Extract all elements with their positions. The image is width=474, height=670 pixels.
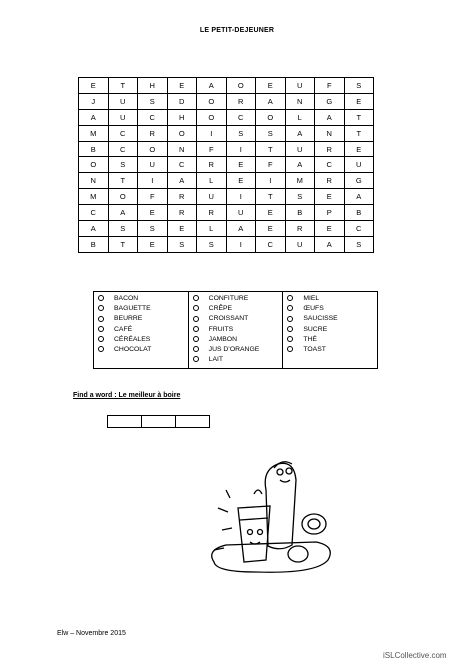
bullet-icon <box>98 346 104 352</box>
grid-cell[interactable]: L <box>197 221 227 237</box>
grid-cell[interactable]: E <box>226 173 256 189</box>
word-label: BAGUETTE <box>114 305 151 313</box>
grid-cell[interactable]: B <box>79 141 109 157</box>
grid-cell[interactable]: U <box>285 141 315 157</box>
grid-cell[interactable]: S <box>285 189 315 205</box>
bullet-icon <box>287 316 293 322</box>
grid-cell[interactable]: O <box>108 189 138 205</box>
grid-cell[interactable]: U <box>285 236 315 252</box>
word-list-item <box>98 325 188 335</box>
grid-cell[interactable]: C <box>226 109 256 125</box>
answer-box[interactable] <box>108 416 142 428</box>
word-label: CROISSANT <box>208 315 249 323</box>
grid-cell[interactable]: E <box>315 221 345 237</box>
grid-cell[interactable]: F <box>138 189 168 205</box>
word-list-item <box>98 294 188 304</box>
word-label: CHOCOLAT <box>114 346 152 354</box>
answer-box[interactable] <box>176 416 210 428</box>
grid-cell[interactable]: U <box>285 78 315 94</box>
grid-row <box>79 205 374 221</box>
grid-cell[interactable]: R <box>167 189 197 205</box>
word-list-item <box>287 335 377 345</box>
word-list-item <box>287 325 377 335</box>
grid-row <box>79 125 374 141</box>
grid-cell[interactable]: A <box>315 109 345 125</box>
grid-cell[interactable]: S <box>344 78 374 94</box>
bullet-icon <box>287 305 293 311</box>
grid-cell[interactable]: R <box>138 125 168 141</box>
grid-cell[interactable]: E <box>138 236 168 252</box>
grid-row <box>79 157 374 173</box>
bullet-icon <box>193 346 199 352</box>
grid-cell[interactable]: R <box>315 141 345 157</box>
word-list-item <box>193 294 283 304</box>
grid-cell[interactable]: U <box>108 93 138 109</box>
grid-cell[interactable]: A <box>285 157 315 173</box>
grid-cell[interactable]: M <box>79 189 109 205</box>
grid-cell[interactable]: I <box>226 189 256 205</box>
grid-cell[interactable]: A <box>226 221 256 237</box>
grid-cell[interactable]: U <box>197 189 227 205</box>
word-label: CÉRÉALES <box>114 335 151 343</box>
grid-cell[interactable]: I <box>226 236 256 252</box>
grid-cell[interactable]: S <box>138 93 168 109</box>
bullet-icon <box>98 316 104 322</box>
grid-cell[interactable]: O <box>197 109 227 125</box>
word-list-item <box>193 304 283 314</box>
grid-cell[interactable]: C <box>256 236 286 252</box>
word-label: MIEL <box>303 295 320 302</box>
word-list-item <box>98 304 188 314</box>
grid-cell[interactable]: T <box>256 141 286 157</box>
grid-cell[interactable]: E <box>138 205 168 221</box>
grid-cell[interactable]: E <box>167 78 197 94</box>
bullet-icon <box>193 316 199 322</box>
grid-cell[interactable]: B <box>79 236 109 252</box>
word-list-item <box>193 314 283 324</box>
grid-cell[interactable]: E <box>256 78 286 94</box>
footer-credit: Elw – Novembre 2015 <box>57 630 126 637</box>
bullet-icon <box>98 305 104 311</box>
grid-cell[interactable]: M <box>79 125 109 141</box>
bullet-icon <box>98 295 104 301</box>
grid-cell[interactable]: S <box>167 236 197 252</box>
find-word-instruction: Find a word : Le meilleur à boire <box>73 392 181 399</box>
bullet-icon <box>193 356 199 362</box>
grid-cell[interactable]: H <box>138 78 168 94</box>
grid-cell[interactable]: C <box>167 157 197 173</box>
word-label: ŒUFS <box>303 305 324 313</box>
grid-row <box>79 78 374 94</box>
grid-cell[interactable]: I <box>197 125 227 141</box>
grid-cell[interactable]: C <box>79 205 109 221</box>
grid-cell[interactable]: I <box>256 173 286 189</box>
grid-cell[interactable]: D <box>167 93 197 109</box>
grid-cell[interactable]: O <box>197 93 227 109</box>
grid-cell[interactable]: R <box>315 173 345 189</box>
grid-cell[interactable]: S <box>226 125 256 141</box>
grid-cell[interactable]: U <box>108 109 138 125</box>
word-list-item <box>287 294 377 304</box>
grid-cell[interactable]: N <box>315 125 345 141</box>
grid-cell[interactable]: T <box>344 109 374 125</box>
grid-cell[interactable]: J <box>79 93 109 109</box>
grid-cell[interactable]: C <box>108 141 138 157</box>
word-list-item <box>287 304 377 314</box>
bullet-icon <box>287 346 293 352</box>
grid-cell[interactable]: I <box>138 173 168 189</box>
juice-cartoon-illustration <box>196 450 341 580</box>
grid-cell[interactable]: R <box>197 205 227 221</box>
grid-cell[interactable]: O <box>256 109 286 125</box>
grid-cell[interactable]: O <box>79 157 109 173</box>
bullet-icon <box>193 336 199 342</box>
grid-row <box>79 141 374 157</box>
grid-cell[interactable]: U <box>344 157 374 173</box>
grid-cell[interactable]: S <box>344 236 374 252</box>
grid-cell[interactable]: G <box>344 173 374 189</box>
word-list-column <box>282 292 377 368</box>
bullet-icon <box>193 295 199 301</box>
grid-cell[interactable]: A <box>344 189 374 205</box>
word-list-item <box>193 355 283 365</box>
word-label: BACON <box>114 295 139 302</box>
grid-cell[interactable]: M <box>285 173 315 189</box>
grid-cell[interactable]: B <box>285 205 315 221</box>
grid-cell[interactable]: T <box>108 78 138 94</box>
word-label: JUS D’ORANGE <box>208 346 260 354</box>
grid-cell[interactable]: A <box>79 221 109 237</box>
watermark: iSLCollective.com <box>383 651 447 660</box>
grid-cell[interactable]: S <box>108 221 138 237</box>
grid-row <box>79 221 374 237</box>
word-list-column <box>94 292 188 368</box>
page-title: LE PETIT-DEJEUNER <box>199 27 275 34</box>
word-label: LAIT <box>208 356 224 364</box>
grid-cell[interactable]: F <box>315 78 345 94</box>
grid-cell[interactable]: E <box>167 221 197 237</box>
bullet-icon <box>193 326 199 332</box>
word-label: CONFITURE <box>208 295 249 302</box>
word-list-item <box>98 345 188 355</box>
bullet-icon <box>287 336 293 342</box>
word-list-item <box>287 345 377 355</box>
answer-box[interactable] <box>142 416 176 428</box>
word-list-item <box>193 345 283 355</box>
grid-cell[interactable]: C <box>138 109 168 125</box>
word-label: SUCRE <box>303 325 328 333</box>
grid-cell[interactable]: F <box>197 141 227 157</box>
grid-row <box>79 189 374 205</box>
grid-cell[interactable]: A <box>79 109 109 125</box>
grid-cell[interactable]: A <box>197 78 227 94</box>
grid-cell[interactable]: E <box>344 141 374 157</box>
grid-cell[interactable]: R <box>285 221 315 237</box>
grid-cell[interactable]: I <box>226 141 256 157</box>
word-label: THÉ <box>303 335 317 343</box>
word-label: CRÊPE <box>208 305 233 313</box>
grid-row <box>79 236 374 252</box>
grid-cell[interactable]: U <box>226 205 256 221</box>
word-label: TOAST <box>303 346 326 354</box>
grid-cell[interactable]: F <box>256 157 286 173</box>
grid-cell[interactable]: R <box>197 157 227 173</box>
word-label: JAMBON <box>208 335 237 343</box>
word-search-grid <box>78 77 374 253</box>
grid-cell[interactable]: N <box>285 93 315 109</box>
grid-cell[interactable]: U <box>138 157 168 173</box>
grid-cell[interactable]: E <box>226 157 256 173</box>
bullet-icon <box>98 336 104 342</box>
grid-row <box>79 173 374 189</box>
grid-cell[interactable]: A <box>315 236 345 252</box>
grid-cell[interactable]: S <box>256 125 286 141</box>
grid-cell[interactable]: E <box>256 205 286 221</box>
grid-cell[interactable]: C <box>344 221 374 237</box>
bullet-icon <box>98 326 104 332</box>
word-list-item <box>98 314 188 324</box>
word-list-item <box>287 314 377 324</box>
word-list-box <box>93 291 378 369</box>
grid-cell[interactable]: T <box>108 236 138 252</box>
grid-cell[interactable]: A <box>108 205 138 221</box>
grid-cell[interactable]: C <box>315 157 345 173</box>
bullet-icon <box>193 305 199 311</box>
grid-cell[interactable]: R <box>167 205 197 221</box>
word-list-item <box>193 325 283 335</box>
grid-cell[interactable]: G <box>315 93 345 109</box>
grid-cell[interactable]: E <box>344 93 374 109</box>
word-label: CAFÉ <box>114 325 133 333</box>
grid-cell[interactable]: E <box>315 189 345 205</box>
grid-cell[interactable]: O <box>138 141 168 157</box>
grid-row <box>79 109 374 125</box>
bullet-icon <box>287 295 293 301</box>
grid-cell[interactable]: T <box>256 189 286 205</box>
word-label: BEURRE <box>114 315 143 323</box>
grid-cell[interactable]: L <box>197 173 227 189</box>
grid-cell[interactable]: T <box>344 125 374 141</box>
grid-cell[interactable]: A <box>167 173 197 189</box>
word-list-item <box>193 335 283 345</box>
grid-cell[interactable]: E <box>256 221 286 237</box>
word-list-item <box>98 335 188 345</box>
grid-cell[interactable]: N <box>79 173 109 189</box>
grid-cell[interactable]: C <box>108 125 138 141</box>
grid-cell[interactable]: O <box>226 78 256 94</box>
grid-cell[interactable]: E <box>79 78 109 94</box>
grid-cell[interactable]: L <box>285 109 315 125</box>
grid-cell[interactable]: H <box>167 109 197 125</box>
grid-cell[interactable]: A <box>256 93 286 109</box>
grid-cell[interactable]: A <box>285 125 315 141</box>
word-label: FRUITS <box>208 325 234 333</box>
grid-cell[interactable]: S <box>108 157 138 173</box>
bullet-icon <box>287 326 293 332</box>
word-label: SAUCISSE <box>303 315 338 323</box>
grid-cell[interactable]: T <box>108 173 138 189</box>
word-list-column <box>188 292 283 368</box>
grid-cell[interactable]: P <box>315 205 345 221</box>
grid-cell[interactable]: S <box>197 236 227 252</box>
grid-row <box>79 93 374 109</box>
grid-cell[interactable]: B <box>344 205 374 221</box>
grid-cell[interactable]: N <box>167 141 197 157</box>
grid-cell[interactable]: O <box>167 125 197 141</box>
grid-cell[interactable]: R <box>226 93 256 109</box>
grid-cell[interactable]: S <box>138 221 168 237</box>
answer-boxes[interactable] <box>107 415 210 428</box>
